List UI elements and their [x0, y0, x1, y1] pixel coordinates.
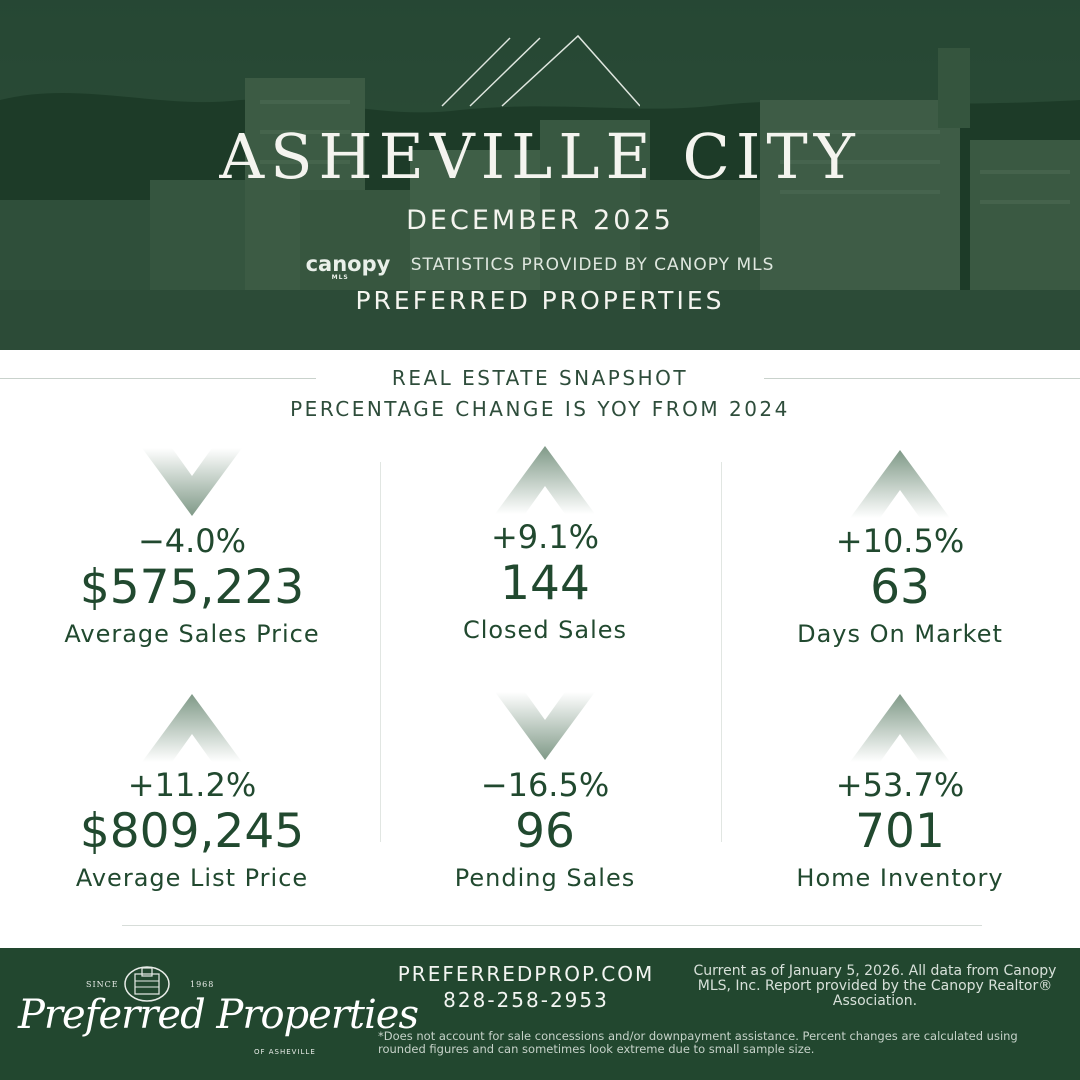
- down-arrow-icon: [142, 448, 242, 518]
- snapshot-subtitle: PERCENTAGE CHANGE IS YOY FROM 2024: [290, 397, 790, 421]
- report-month: DECEMBER 2025: [406, 205, 674, 236]
- stat-value: 144: [500, 556, 590, 611]
- up-arrow-icon: [495, 444, 595, 514]
- stat-average-list-price: [22, 692, 362, 902]
- grid-bottom-divider: [122, 925, 982, 926]
- stat-label: Average Sales Price: [64, 620, 320, 648]
- stat-percent-change: +9.1%: [490, 518, 600, 556]
- canopy-mls-logo: [305, 252, 391, 281]
- snapshot-title: REAL ESTATE SNAPSHOT: [391, 366, 689, 390]
- header-banner: [0, 0, 1080, 350]
- stat-label: Home Inventory: [796, 864, 1004, 892]
- website-link[interactable]: PREFERREDPROP.COM: [397, 962, 655, 986]
- footer: [0, 948, 1080, 1080]
- page-title: ASHEVILLE CITY: [219, 120, 861, 193]
- canopy-logo-text: canopy: [305, 252, 391, 276]
- stat-label: Pending Sales: [454, 864, 636, 892]
- logo-since: SINCE: [86, 980, 119, 989]
- up-arrow-icon: [850, 448, 950, 518]
- stat-percent-change: +53.7%: [835, 766, 965, 804]
- stat-percent-change: −16.5%: [480, 766, 610, 804]
- company-logo-script: Preferred Properties: [18, 992, 418, 1038]
- stat-days-on-market: [730, 448, 1070, 658]
- stat-label: Average List Price: [75, 864, 309, 892]
- stat-home-inventory: [730, 692, 1070, 902]
- stats-source-text: STATISTICS PROVIDED BY CANOPY MLS: [410, 255, 775, 275]
- roof-line-icon: [440, 34, 640, 114]
- stat-percent-change: +10.5%: [835, 522, 965, 560]
- data-currency-note: Current as of January 5, 2026. All data from Canopy MLS, Inc. Report provided by the Canopy Realtor® Association.: [693, 963, 1057, 1009]
- stat-pending-sales: [375, 692, 715, 902]
- phone-number[interactable]: 828-258-2953: [443, 988, 609, 1012]
- stat-percent-change: −4.0%: [137, 522, 247, 560]
- disclaimer-text: *Does not account for sale concessions and/or downpayment assistance. Percent changes are calculated using rounded figures and can sometimes look extreme due to small sample size.: [378, 1029, 1018, 1056]
- down-arrow-icon: [495, 692, 595, 762]
- stat-value: $809,245: [79, 804, 305, 859]
- stat-value: 63: [870, 560, 930, 615]
- up-arrow-icon: [850, 692, 950, 762]
- logo-year: 1968: [190, 980, 215, 989]
- stat-label: Closed Sales: [462, 616, 628, 644]
- stat-average-sales-price: [22, 448, 362, 658]
- stat-value: 701: [855, 804, 945, 859]
- stat-value: $575,223: [79, 560, 305, 615]
- stat-closed-sales: [375, 444, 715, 654]
- up-arrow-icon: [142, 692, 242, 762]
- canopy-logo-sub: MLS: [331, 274, 349, 281]
- brand-name: PREFERRED PROPERTIES: [355, 286, 725, 315]
- stats-source-line: [0, 252, 1080, 281]
- stat-value: 96: [515, 804, 575, 859]
- stat-percent-change: +11.2%: [127, 766, 257, 804]
- logo-subtitle: OF ASHEVILLE: [254, 1048, 316, 1056]
- stat-label: Days On Market: [797, 620, 1003, 648]
- column-divider-2: [721, 462, 722, 842]
